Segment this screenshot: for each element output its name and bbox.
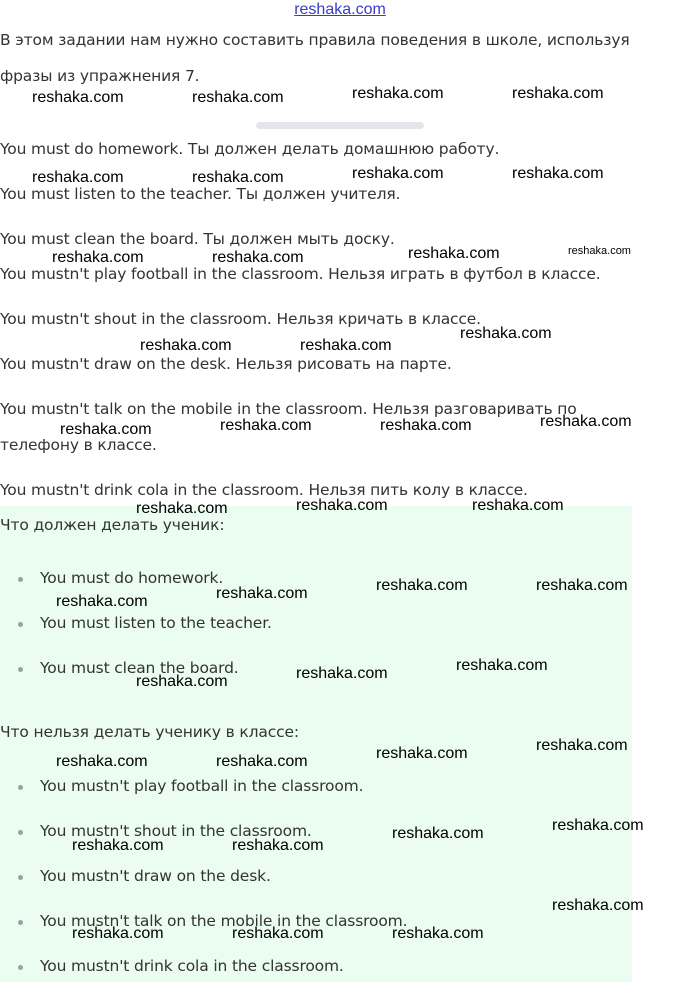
- list-item: You must listen to the teacher.: [40, 614, 272, 632]
- rule-line: You must do homework. Ты должен делать домашнюю работу.: [0, 140, 500, 158]
- rule-line: телефону в классе.: [0, 436, 157, 454]
- rule-line: You must clean the board. Ты должен мыть доску.: [0, 230, 395, 248]
- watermark: reshaka.com: [216, 753, 308, 770]
- rule-line: You mustn't play football in the classroom. Нельзя играть в футбол в классе.: [0, 265, 601, 283]
- watermark: reshaka.com: [536, 577, 628, 594]
- watermark: reshaka.com: [540, 413, 632, 430]
- watermark: reshaka.com: [296, 665, 388, 682]
- watermark: reshaka.com: [32, 89, 124, 106]
- watermark: reshaka.com: [392, 925, 484, 942]
- watermark: reshaka.com: [192, 89, 284, 106]
- bullet-dot: [18, 622, 23, 627]
- watermark: reshaka.com: [352, 85, 444, 102]
- watermark: reshaka.com: [296, 497, 388, 514]
- rule-line: You mustn't talk on the mobile in the classroom. Нельзя разговаривать по: [0, 400, 577, 418]
- divider: [256, 122, 424, 129]
- watermark: reshaka.com: [552, 897, 644, 914]
- watermark: reshaka.com: [460, 325, 552, 342]
- watermark: reshaka.com: [472, 497, 564, 514]
- bullet-dot: [18, 785, 23, 790]
- watermark: reshaka.com: [352, 165, 444, 182]
- watermark: reshaka.com: [56, 753, 148, 770]
- watermark: reshaka.com: [408, 245, 500, 262]
- watermark: reshaka.com: [232, 925, 324, 942]
- watermark: reshaka.com: [392, 825, 484, 842]
- watermark: reshaka.com: [456, 657, 548, 674]
- watermark: reshaka.com: [568, 245, 631, 257]
- list-item: You mustn't play football in the classroom.: [40, 777, 364, 795]
- watermark: reshaka.com: [232, 837, 324, 854]
- watermark: reshaka.com: [512, 85, 604, 102]
- watermark: reshaka.com: [56, 593, 148, 610]
- watermark: reshaka.com: [376, 577, 468, 594]
- intro-line-2: фразы из упражнения 7.: [0, 67, 200, 85]
- watermark: reshaka.com: [512, 165, 604, 182]
- watermark: reshaka.com: [72, 837, 164, 854]
- watermark: reshaka.com: [52, 249, 144, 266]
- intro-line-1: В этом задании нам нужно составить правила поведения в школе, используя: [0, 31, 630, 49]
- watermark: reshaka.com: [220, 417, 312, 434]
- bullet-dot: [18, 830, 23, 835]
- watermark: reshaka.com: [60, 421, 152, 438]
- bullet-dot: [18, 667, 23, 672]
- bullet-dot: [18, 577, 23, 582]
- bullet-dot: [18, 920, 23, 925]
- list-item: You mustn't talk on the mobile in the classroom.: [40, 912, 408, 930]
- list-item: You must clean the board.: [40, 659, 239, 677]
- watermark: reshaka.com: [136, 673, 228, 690]
- watermark: reshaka.com: [72, 925, 164, 942]
- list-item: You mustn't draw on the desk.: [40, 867, 271, 885]
- watermark: reshaka.com: [140, 337, 232, 354]
- watermark: reshaka.com: [32, 169, 124, 186]
- mustnt-heading: Что нельзя делать ученику в классе:: [0, 723, 299, 741]
- watermark: reshaka.com: [216, 585, 308, 602]
- watermark: reshaka.com: [536, 737, 628, 754]
- watermark: reshaka.com: [552, 817, 644, 834]
- list-item: You mustn't drink cola in the classroom.: [40, 957, 344, 975]
- watermark: reshaka.com: [376, 745, 468, 762]
- rule-line: You must listen to the teacher. Ты должен учителя.: [0, 185, 401, 203]
- site-link[interactable]: reshaka.com: [294, 1, 386, 18]
- rule-line: You mustn't drink cola in the classroom. Нельзя пить колу в классе.: [0, 481, 528, 499]
- watermark: reshaka.com: [380, 417, 472, 434]
- rule-line: You mustn't draw on the desk. Нельзя рисовать на парте.: [0, 355, 452, 373]
- bullet-dot: [18, 965, 23, 970]
- list-item: You mustn't shout in the classroom.: [40, 822, 312, 840]
- bullet-dot: [18, 875, 23, 880]
- list-item: You must do homework.: [40, 569, 224, 587]
- watermark: reshaka.com: [136, 500, 228, 517]
- must-heading: Что должен делать ученик:: [0, 516, 225, 534]
- watermark: reshaka.com: [300, 337, 392, 354]
- watermark: reshaka.com: [212, 249, 304, 266]
- watermark: reshaka.com: [192, 169, 284, 186]
- rule-line: You mustn't shout in the classroom. Нельзя кричать в классе.: [0, 310, 481, 328]
